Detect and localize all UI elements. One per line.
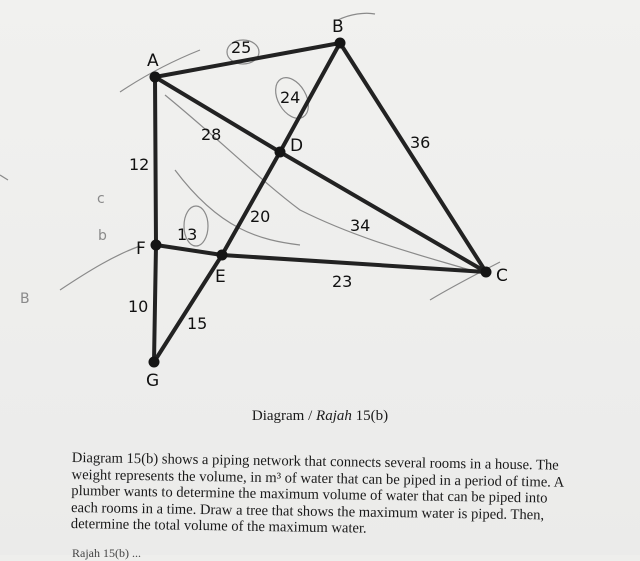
pencil-mark-B: B — [20, 291, 30, 307]
edge-weight-G-E: 15 — [187, 314, 208, 333]
node-D — [275, 147, 286, 158]
node-label-D: D — [290, 136, 304, 156]
caption-suffix: 15(b) — [351, 408, 389, 424]
node-label-G: G — [146, 371, 160, 391]
edge-weight-B-C: 36 — [410, 133, 431, 152]
edge-D-C — [280, 152, 486, 272]
node-label-B: B — [332, 17, 344, 37]
edge-weight-E-C: 23 — [332, 272, 353, 291]
edge-B-C — [340, 43, 486, 272]
edge-A-F — [155, 77, 156, 245]
pencil-mark-b: b — [98, 228, 107, 244]
caption-rajah: Rajah — [316, 408, 352, 424]
edge-weight-A-B: 25 — [231, 38, 252, 57]
node-G — [149, 357, 160, 368]
node-B — [335, 38, 346, 49]
node-label-E: E — [215, 267, 226, 287]
edge-weight-F-E: 13 — [177, 225, 198, 244]
node-label-C: C — [496, 266, 508, 286]
diagram-caption — [0, 408, 640, 425]
edge-weight-B-D: 24 — [280, 88, 301, 107]
edge-weight-A-D: 28 — [201, 125, 222, 144]
edge-weight-F-G: 10 — [128, 297, 149, 316]
node-A — [150, 72, 161, 83]
node-F — [151, 240, 162, 251]
edge-F-G — [154, 245, 156, 362]
node-C — [481, 267, 492, 278]
edge-weight-A-F: 12 — [129, 155, 150, 174]
edge-G-E — [154, 255, 222, 362]
pencil-marks — [20, 191, 107, 307]
caption-prefix: Diagram / — [251, 408, 317, 424]
pencil-mark-c: c — [97, 191, 105, 207]
question-text — [71, 450, 577, 541]
node-E — [217, 250, 228, 261]
edge-F-E — [156, 245, 222, 255]
edge-weight-D-E: 20 — [250, 207, 271, 226]
edge-weight-D-C: 34 — [350, 216, 371, 235]
node-label-F: F — [136, 239, 146, 259]
question-paragraph: Diagram 15(b) shows a piping network that connects several rooms in a house. The weight represents the volume, in m³ of water that can be piped in a period of time. A plumber wants to determine the maximum volume of water that can be piped into each rooms in a time. Draw a tree that shows the maximum water is piped. Then, determine the total volume of the maximum water. — [70, 450, 564, 538]
cutoff-text: Rajah 15(b) ... — [72, 546, 141, 560]
node-label-A: A — [147, 51, 159, 71]
